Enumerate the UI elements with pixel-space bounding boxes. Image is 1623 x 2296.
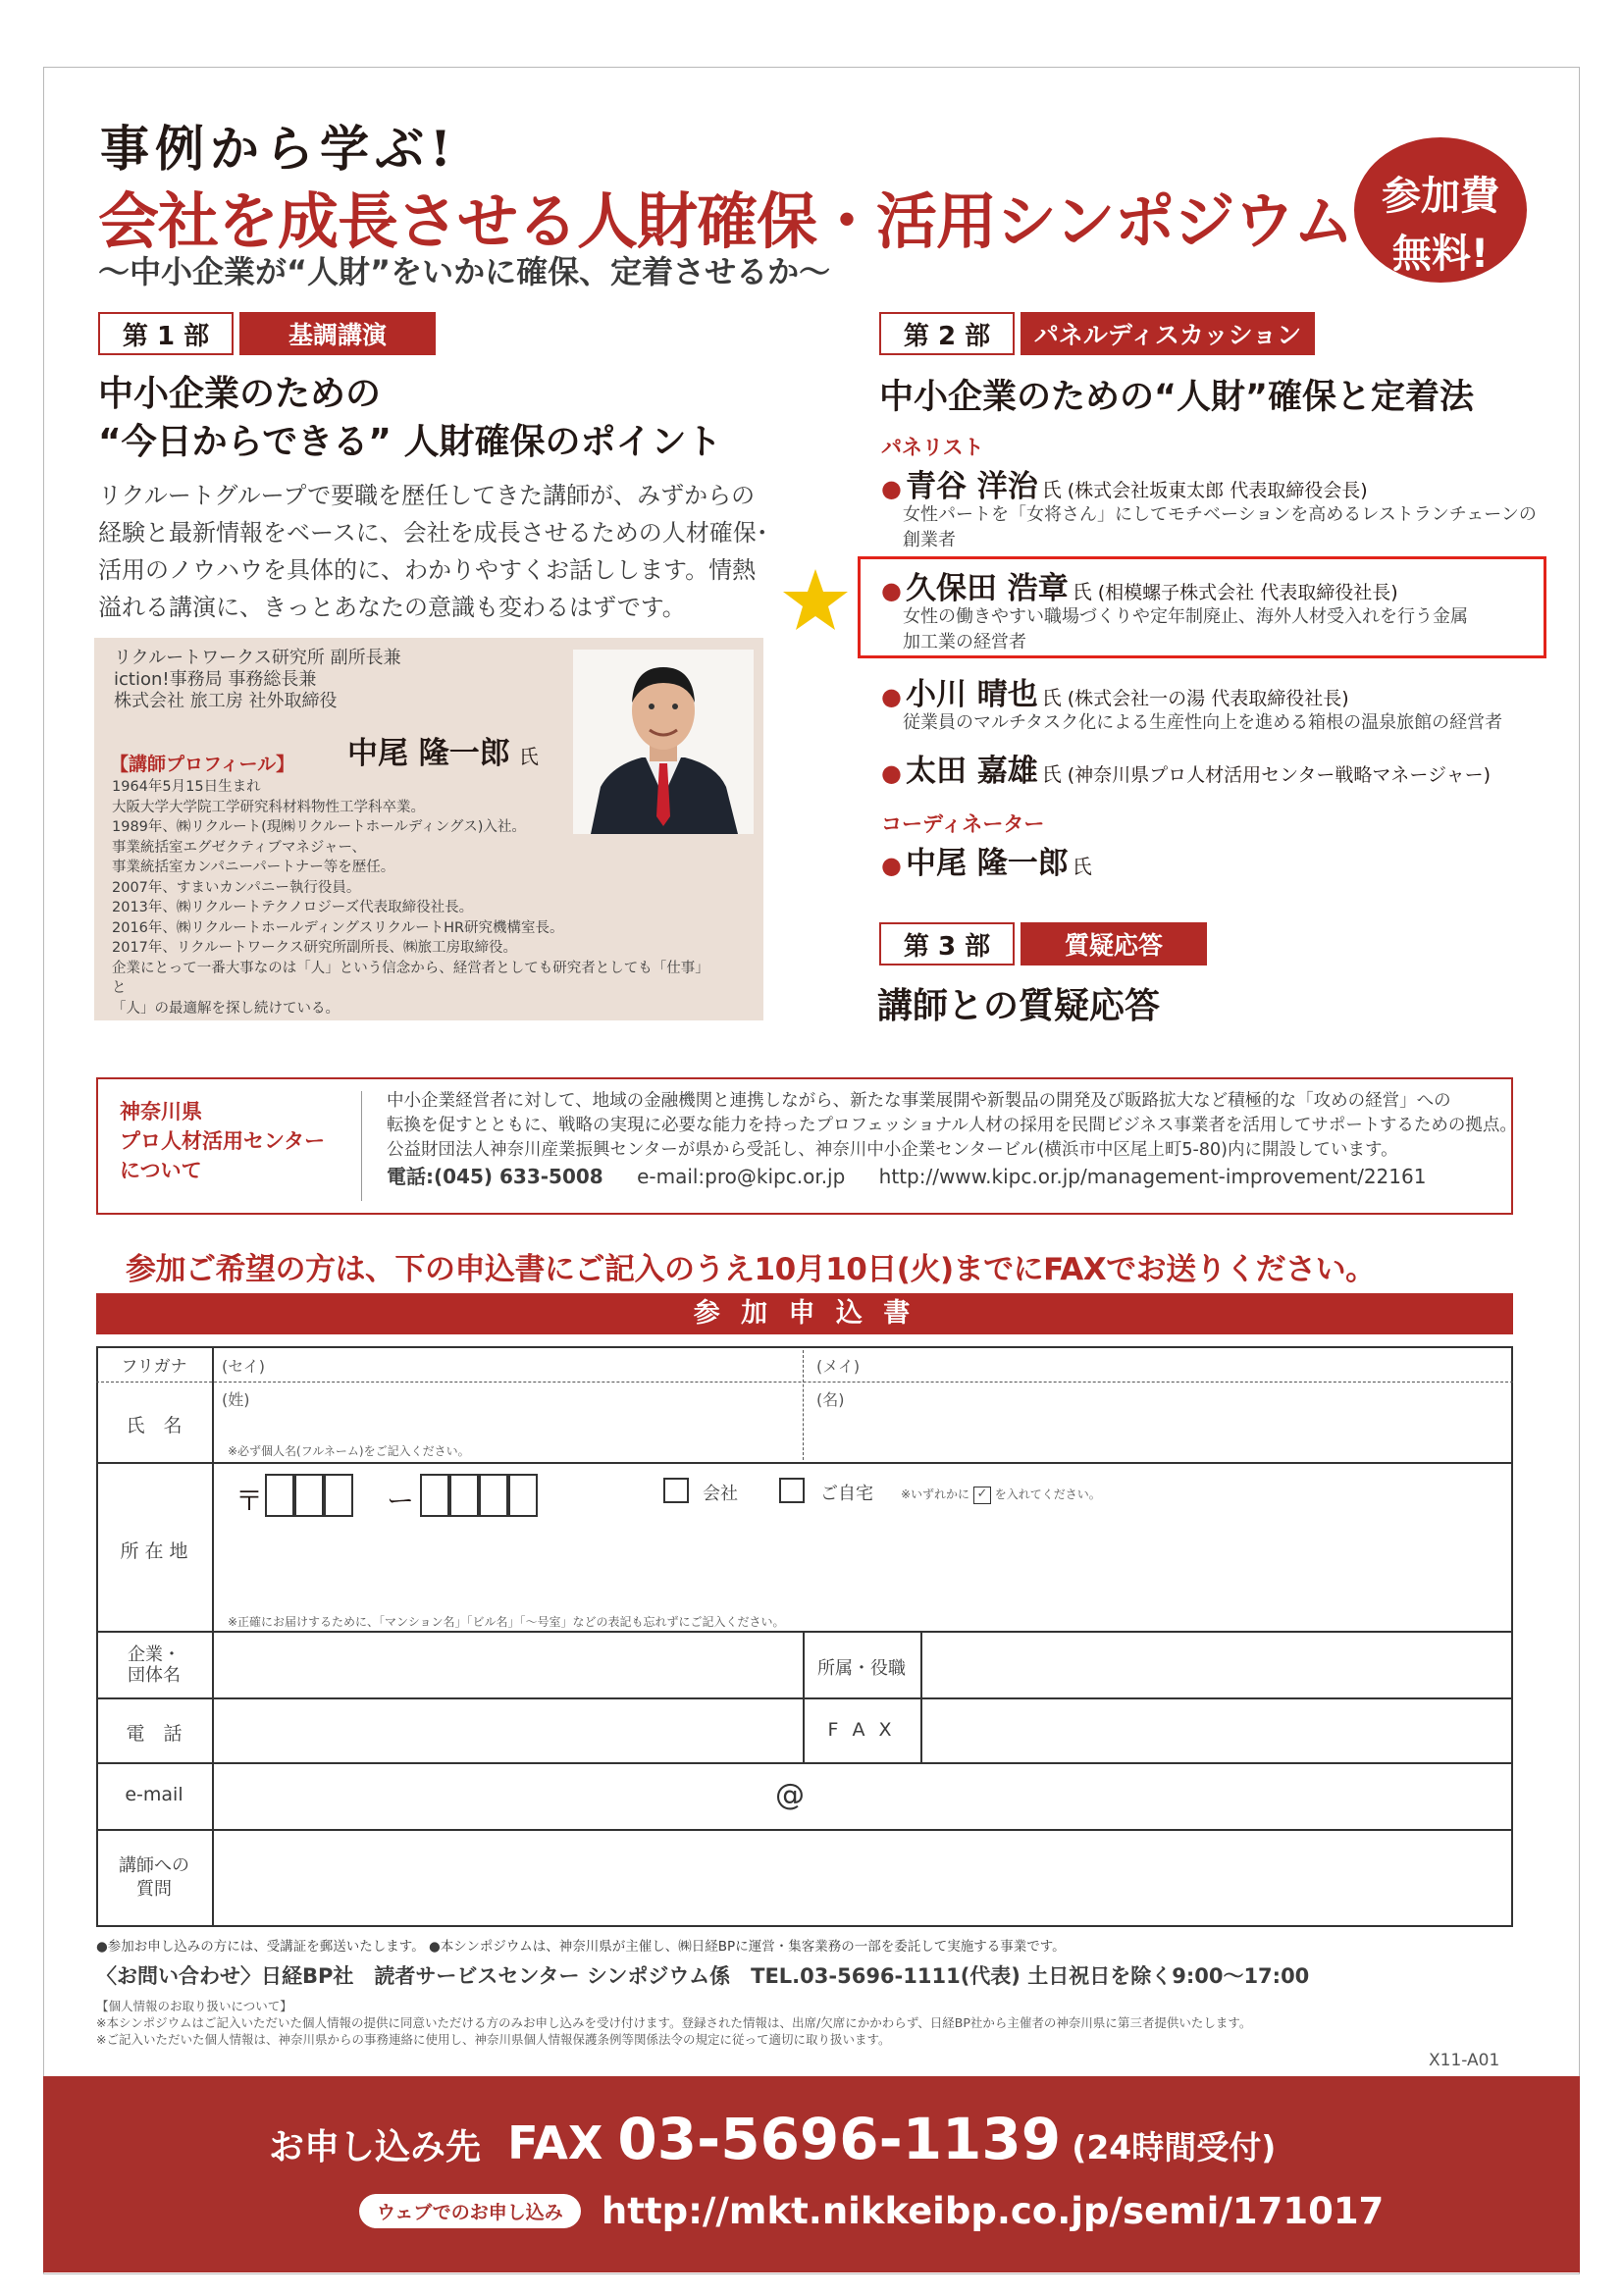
email-label: e-mail [125, 1784, 183, 1805]
footer-note: ●参加お申し込みの方には、受講証を郵送いたします。 ●本シンポジウムは、神奈川県が主催し、㈱日経BPに運営・集客業務の一部を委託して実施する事業です。 [96, 1939, 1066, 1955]
form-row-line [96, 1462, 1513, 1464]
part1-heading [98, 371, 722, 466]
company-label-line: 企業・ [128, 1644, 181, 1665]
panelist-desc-line: 創業者 [903, 530, 956, 550]
page-subtitle: 〜中小企業が“人財”をいかに確保、定着させるか〜 [98, 253, 831, 290]
fax-prefix: FAX [507, 2116, 603, 2169]
bullet-icon: ● [881, 851, 902, 879]
apply-fax-row [269, 2106, 1276, 2172]
postal-dash: ー [387, 1485, 415, 1517]
panelist-affiliation: (株式会社坂東太郎 代表取締役会長) [1067, 480, 1368, 501]
postal-digit-box[interactable] [508, 1474, 538, 1517]
free-fee-badge [1354, 137, 1527, 283]
postal-mark-icon: 〒 [236, 1485, 264, 1517]
question-input[interactable] [222, 1837, 1497, 1919]
part2-tag [879, 312, 1315, 355]
tel-input[interactable] [222, 1703, 795, 1756]
profile-line: 事業統括室エグゼクティブマネジャー、 [112, 839, 366, 856]
panelist-name: 久保田 浩章 [905, 571, 1069, 606]
dept-input[interactable] [928, 1639, 1503, 1692]
web-apply-badge: ウェブでのお申し込み [359, 2194, 581, 2228]
panelist-desc-line: 女性の働きやすい職場づくりや定年制廃止、海外人材受入れを行う金属 [903, 606, 1468, 627]
center-text-line: 転換を促すとともに、戦略の実現に必要な能力を持ったプロフェッショナル人材の採用を民間ビジネス事業者を活用してサポートするための拠点。 [387, 1116, 1517, 1135]
center-email-link[interactable]: e-mail:pro@kipc.or.jp [637, 1165, 846, 1188]
speaker-name: 中尾 隆一郎 [347, 736, 510, 771]
home-option-label: ご自宅 [820, 1484, 873, 1504]
panelist-affiliation: (相模螺子株式会社 代表取締役社長) [1097, 582, 1398, 603]
part1-label: 基調講演 [239, 312, 436, 355]
panelist-affiliation: (神奈川県プロ人材活用センター戦略マネージャー) [1067, 764, 1492, 786]
profile-label: 【講師プロフィール】 [110, 754, 295, 775]
apply-label: お申し込み先 [269, 2127, 482, 2167]
coordinator [881, 838, 1092, 882]
panelist-honorific: 氏 [1041, 686, 1062, 709]
cta-text: 参加ご希望の方は、下の申込書にご記入のうえ10月10日(火)までにFAXでお送りください。 [126, 1252, 1376, 1287]
panelist-3-desc: 従業員のマルチタスク化による生産性向上を進める箱根の温泉旅館の経営者 [903, 712, 1503, 733]
postal-digit-box[interactable] [265, 1474, 294, 1517]
privacy-line: ※本シンポジウムはご記入いただいた個人情報の提供に同意いただける方のみお申し込みを受け付けます。登録された情報は、出席/欠席にかかわらず、日経BP社から主催者の神奈川県に第三者提供いたします。 [96, 2015, 1252, 2030]
part1-tag [98, 312, 436, 355]
bullet-icon: ● [881, 758, 902, 787]
center-label-line: について [120, 1159, 202, 1182]
part1-heading-line1: 中小企業のための [98, 374, 382, 414]
furigana-sei-input[interactable] [285, 1350, 795, 1380]
center-phone: 電話:(045) 633-5008 [387, 1165, 603, 1188]
address-note: ※正確にお届けするために、「マンション名」「ビル名」「〜号室」などの表記も忘れずにご記入ください。 [228, 1615, 785, 1629]
profile-line: 2017年、リクルートワークス研究所副所長、㈱旅工房取締役。 [112, 940, 518, 956]
web-apply-row [359, 2190, 1384, 2232]
panelist-affiliation: (株式会社一の湯 代表取締役社長) [1067, 688, 1349, 709]
part2-label: パネルディスカッション [1021, 312, 1315, 355]
furigana-dash-line [96, 1382, 1513, 1383]
form-label-divider [212, 1346, 214, 1927]
privacy-line: ※ご記入いただいた個人情報は、神奈川県からの事務連絡に使用し、神奈川県個人情報保護条例等関係法令の規定に従って適切に取り扱います。 [96, 2032, 891, 2047]
postal-digit-box[interactable] [324, 1474, 353, 1517]
center-url-link[interactable]: http://www.kipc.or.jp/management-improvement/22161 [878, 1165, 1427, 1188]
mei-kanji-hint: (名) [816, 1390, 845, 1409]
center-divider [361, 1091, 362, 1201]
part3-tag [879, 922, 1207, 965]
profile-line: 企業にとって一番大事なのは「人」という信念から、経営者としても研究者としても「仕事」と [112, 960, 709, 996]
choice-note-b: を入れてください。 [994, 1487, 1101, 1501]
speaker-photo [573, 650, 754, 834]
part2-number: 第 2 部 [879, 312, 1015, 355]
speaker-title-1: リクルートワークス研究所 副所長兼 [114, 648, 401, 668]
form-row-line [96, 1697, 1513, 1699]
panelist-label: パネリスト [881, 436, 984, 459]
checkmark-icon: ✓ [973, 1487, 991, 1504]
speaker-titles [114, 648, 401, 712]
panelist-honorific: 氏 [1072, 580, 1092, 603]
form-row-line [96, 1829, 1513, 1831]
fax-input[interactable] [928, 1703, 1503, 1756]
last-name-input[interactable] [222, 1409, 795, 1440]
contact-line: 〈お問い合わせ〉日経BP社 読者サービスセンター シンポジウム係 TEL.03-5696-1111(代表) 土日祝日を除く9:00〜17:00 [96, 1964, 1310, 1988]
company-label-line: 団体名 [128, 1665, 181, 1686]
panelist-desc-line: 加工業の経営者 [903, 632, 1026, 652]
coordinator-label: コーディネーター [881, 812, 1045, 836]
fee-badge-line1: 参加費 [1382, 174, 1499, 219]
center-contact-row [387, 1165, 1517, 1189]
profile-line: 「人」の最適解を探し続けている。 [112, 1000, 340, 1017]
company-input[interactable] [222, 1639, 795, 1692]
panelist-desc-line: 女性パートを「女将さん」にしてモチベーションを高めるレストランチェーンの [903, 504, 1537, 525]
page-title: 会社を成長させる人財確保・活用シンポジウム [98, 185, 1353, 257]
web-apply-url[interactable]: http://mkt.nikkeibp.co.jp/semi/171017 [601, 2190, 1385, 2232]
center-label-line: プロ人材活用センター [120, 1129, 326, 1153]
company-label [96, 1644, 212, 1686]
part2-heading: 中小企業のための“人財”確保と定着法 [879, 378, 1475, 417]
company-mid-divider [803, 1633, 805, 1762]
address-label: 所 在 地 [120, 1540, 188, 1562]
bullet-icon: ● [881, 474, 902, 502]
center-label [120, 1097, 325, 1185]
furigana-label: フリガナ [121, 1357, 187, 1377]
question-label-line: 質問 [136, 1879, 172, 1900]
profile-line: 事業統括室カンパニーパートナー等を歴任。 [112, 860, 395, 875]
panelist-1-desc [903, 502, 1537, 553]
profile-line: 2007年、すまいカンパニー執行役員。 [112, 879, 361, 896]
fee-badge-line2: 無料! [1391, 232, 1490, 277]
document-code: X11-A01 [1429, 2051, 1500, 2070]
dept-label: 所属・役職 [817, 1658, 906, 1679]
postal-digit-box[interactable] [294, 1474, 324, 1517]
part1-heading-line2: “今日からできる” 人財確保のポイント [98, 421, 722, 462]
panelist-4 [881, 746, 1491, 790]
fax-number: 03-5696-1139 [617, 2106, 1062, 2172]
center-text-line: 中小企業経営者に対して、地域の金融機関と連携しながら、新たな事業展開や新製品の開発及び販路拡大など積極的な「攻めの経営」への [387, 1091, 1451, 1111]
email-input[interactable] [222, 1770, 1497, 1823]
part3-label: 質疑応答 [1021, 922, 1207, 965]
profile-line: 2013年、㈱リクルートテクノロジーズ代表取締役社長。 [112, 900, 474, 915]
sei-kanji-hint: (姓) [222, 1390, 250, 1409]
panelist-name: 太田 嘉雄 [905, 754, 1038, 789]
coordinator-name: 中尾 隆一郎 [905, 846, 1069, 881]
form-row-line [96, 1631, 1513, 1633]
name-note: ※必ず個人名(フルネーム)をご記入ください。 [228, 1444, 470, 1458]
panelist-honorific: 氏 [1041, 478, 1062, 501]
home-checkbox[interactable] [779, 1478, 805, 1503]
name-label: 氏 名 [126, 1415, 183, 1436]
mei-hint: (メイ) [816, 1357, 861, 1376]
speaker-honorific: 氏 [518, 745, 539, 768]
company-mid-divider2 [920, 1633, 922, 1762]
first-name-input[interactable] [816, 1409, 1503, 1458]
star-icon [781, 567, 850, 636]
fax-hours: (24時間受付) [1072, 2128, 1277, 2166]
bullet-icon: ● [881, 576, 902, 604]
company-option-label: 会社 [703, 1484, 738, 1504]
part3-heading: 講師との質疑応答 [877, 986, 1161, 1026]
form-title-bar [96, 1293, 1513, 1334]
choice-note [901, 1486, 1101, 1504]
tel-label: 電 話 [126, 1723, 183, 1745]
question-label-line: 講師への [119, 1855, 189, 1876]
address-input[interactable] [222, 1527, 1497, 1605]
panelist-3 [881, 669, 1349, 713]
part1-description: リクルートグループで要職を歴任してきた講師が、みずからの経験と最新情報をベースに、会社を成長させるための人材確保･活用のノウハウを具体的に、わかりやすくお話しします。情熱溢れる講演に、きっとあなたの意識も変わるはずです。 [98, 482, 768, 621]
panelist-name: 小川 晴也 [905, 677, 1038, 712]
privacy-block [96, 1998, 1251, 2048]
panelist-1 [881, 461, 1368, 505]
at-sign: @ [775, 1778, 805, 1812]
panelist-2 [881, 563, 1398, 607]
question-label [96, 1854, 212, 1902]
coordinator-honorific: 氏 [1072, 855, 1092, 878]
speaker-name-line [347, 728, 539, 772]
choice-note-a: ※いずれかに [901, 1487, 970, 1501]
form-row-line [96, 1762, 1513, 1764]
company-checkbox[interactable] [663, 1478, 689, 1503]
form-title: 参 加 申 込 書 [693, 1298, 916, 1329]
postal-digit-box[interactable] [479, 1474, 508, 1517]
speaker-title-3: 株式会社 旅工房 社外取締役 [114, 691, 338, 711]
bullet-icon: ● [881, 682, 902, 710]
center-text-line: 公益財団法人神奈川産業振興センターが県から受託し、神奈川中小企業センタービル(横浜市中区尾上町5-80)内に開設しています。 [387, 1140, 1398, 1160]
panelist-name: 青谷 洋治 [905, 469, 1038, 504]
profile-line: 1964年5月15日生まれ [112, 779, 261, 795]
sei-hint: (セイ) [222, 1357, 266, 1376]
profile-line: 1989年、㈱リクルート(現㈱リクルートホールディングス)入社。 [112, 819, 526, 835]
center-text [387, 1089, 1517, 1189]
kicker: 事例から学ぶ! [100, 120, 457, 178]
postal-digit-box[interactable] [420, 1474, 449, 1517]
name-mid-divider [803, 1350, 804, 1460]
furigana-mei-input[interactable] [873, 1350, 1501, 1380]
profile-line: 2016年、㈱リクルートホールディングスリクルートHR研究機構室長。 [112, 919, 564, 936]
panelist-2-desc [903, 604, 1468, 655]
fax-label: F A X [827, 1719, 896, 1741]
postal-row [236, 1474, 589, 1519]
part3-number: 第 3 部 [879, 922, 1015, 965]
center-label-line: 神奈川県 [120, 1100, 202, 1123]
postal-digit-box[interactable] [449, 1474, 479, 1517]
profile-line: 大阪大学大学院工学研究科材料物性工学科卒業。 [112, 799, 425, 815]
panelist-honorific: 氏 [1041, 762, 1062, 786]
privacy-title: 【個人情報のお取り扱いについて】 [96, 1999, 292, 2013]
speaker-title-2: iction!事務局 事務総長兼 [114, 669, 317, 690]
part1-number: 第 1 部 [98, 312, 234, 355]
